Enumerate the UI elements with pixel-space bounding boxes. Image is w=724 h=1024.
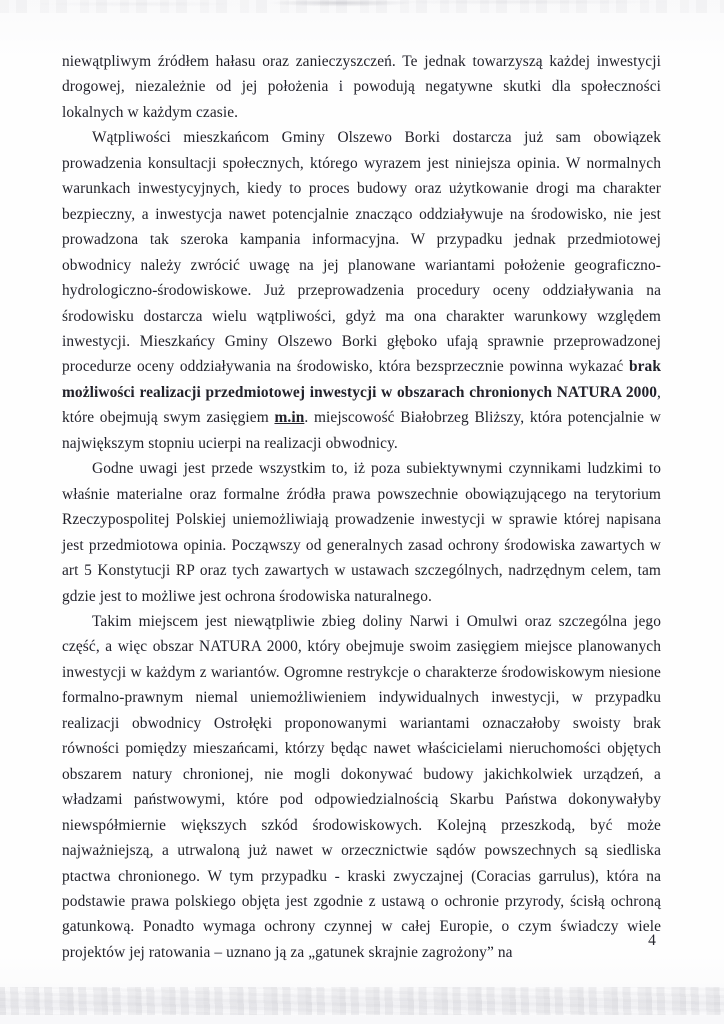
bold-segment: brak możliwości realizacji przedmiotowej inwestycji w obszarach chronionych NATURA 2000	[62, 358, 661, 401]
paragraph	[62, 49, 661, 125]
text-segment: , które obejmują swym zasięgiem	[62, 383, 661, 427]
paragraph	[62, 609, 661, 965]
text-segment: niewątpliwym źródłem hałasu oraz zanieczyszczeń. Te jednak towarzyszą każdej inwestycji drogowej, niezależnie od jej położenia i powodują negatywne skutki dla społeczności lokalnych w każdym czasie.	[62, 53, 661, 121]
bold-underline-segment: m.in	[274, 409, 305, 427]
text-segment: Wątpliwości mieszkańcom Gminy Olszewo Borki dostarcza już sam obowiązek prowadzenia konsultacji społecznych, którego wyrazem jest niniejsza opinia. W normalnych warunkach inwestycyjnych, kiedy to proces budowy oraz użytkowanie drogi ma charakter bezpieczny, a inwestycja nawet potencjalnie znacząco oddziaływuje na środowisko, nie jest prowadzona tak szeroka kampania informacyjna. W przypadku jednak przedmiotowej obwodnicy należy zwrócić uwagę na jej planowane wariantami położenie geograficzno-hydrologiczno-środowiskowe. Już przeprowadzenia procedury oceny oddziaływania na środowisku dostarcza wielu wątpliwości, gdyż ma ona charakter warunkowy względem inwestycji. Mieszkańcy Gminy Olszewo Borki głęboko ufają sprawnie przeprowadzonej procedurze oceny oddziaływania na środowisko, która bezsprzecznie powinna wykazać	[62, 129, 661, 376]
paragraph	[62, 456, 661, 609]
scan-noise-bottom	[0, 987, 724, 1015]
text-segment: Takim miejscem jest niewątpliwie zbieg doliny Narwi i Omulwi oraz szczególna jego część, a więc obszar NATURA 2000, który obejmuje swoim zasięgiem miejsce planowanych inwestycji w każdym z wariantów. Ogromne restrykcje o charakterze środowiskowym niesione formalno-prawnym niemal uniemożliwieniem indywidualnych inwestycji, w przypadku realizacji obwodnicy Ostrołęki proponowanymi wariantami oznaczałoby swoisty brak równości pomiędzy mieszańcami, którzy będąc nawet właścicielami nieruchomości objętych obszarem natury chronionej, nie mogli dokonywać budowy jakichkolwiek urządzeń, a władzami państwowymi, które pod odpowiedzialnością Skarbu Państwa dokonywałyby niewspółmiernie większych szkód środowiskowych. Kolejną przeszkodą, być może najważniejszą, a utrwaloną już nawet w orzecznictwie sądów powszechnych są siedliska ptactwa chronionego. W tym przypadku - kraski zwyczajnej (Coracias garrulus), która na podstawie prawa polskiego objęta jest zgodnie z ustawą o ochronie przyrody, ścisłą ochroną gatunkową. Ponadto wymaga ochrony czynnej w całej Europie, o czym świadczy wiele projektów jej ratowania – uznano ją za „gatunek skrajnie zagrożony” na	[62, 612, 661, 961]
document-body	[62, 49, 661, 965]
text-segment: Godne uwagi jest przede wszystkim to, iż poza subiektywnymi czynnikami ludzkimi to właśnie materialne oraz formalne źródła prawa powszechnie obowiązującego na terytorium Rzeczypospolitej Polskiej uniemożliwiają prowadzenie inwestycji w sprawie której napisana jest przedmiotowa opinia. Począwszy od generalnych zasad ochrony środowiska zawartych w art 5 Konstytucji RP oraz tych zawartych w ustawach szczególnych, nadrzędnym celem, tam gdzie jest to możliwe jest ochrona środowiska naturalnego.	[62, 460, 661, 605]
paragraph	[62, 125, 661, 456]
page-number: 4	[648, 932, 656, 949]
scan-noise-top	[0, 0, 724, 13]
text-segment: . miejscowość Białobrzeg Bliższy, która potencjalnie w największym stopniu ucierpi na realizacji obwodnicy.	[62, 409, 661, 452]
